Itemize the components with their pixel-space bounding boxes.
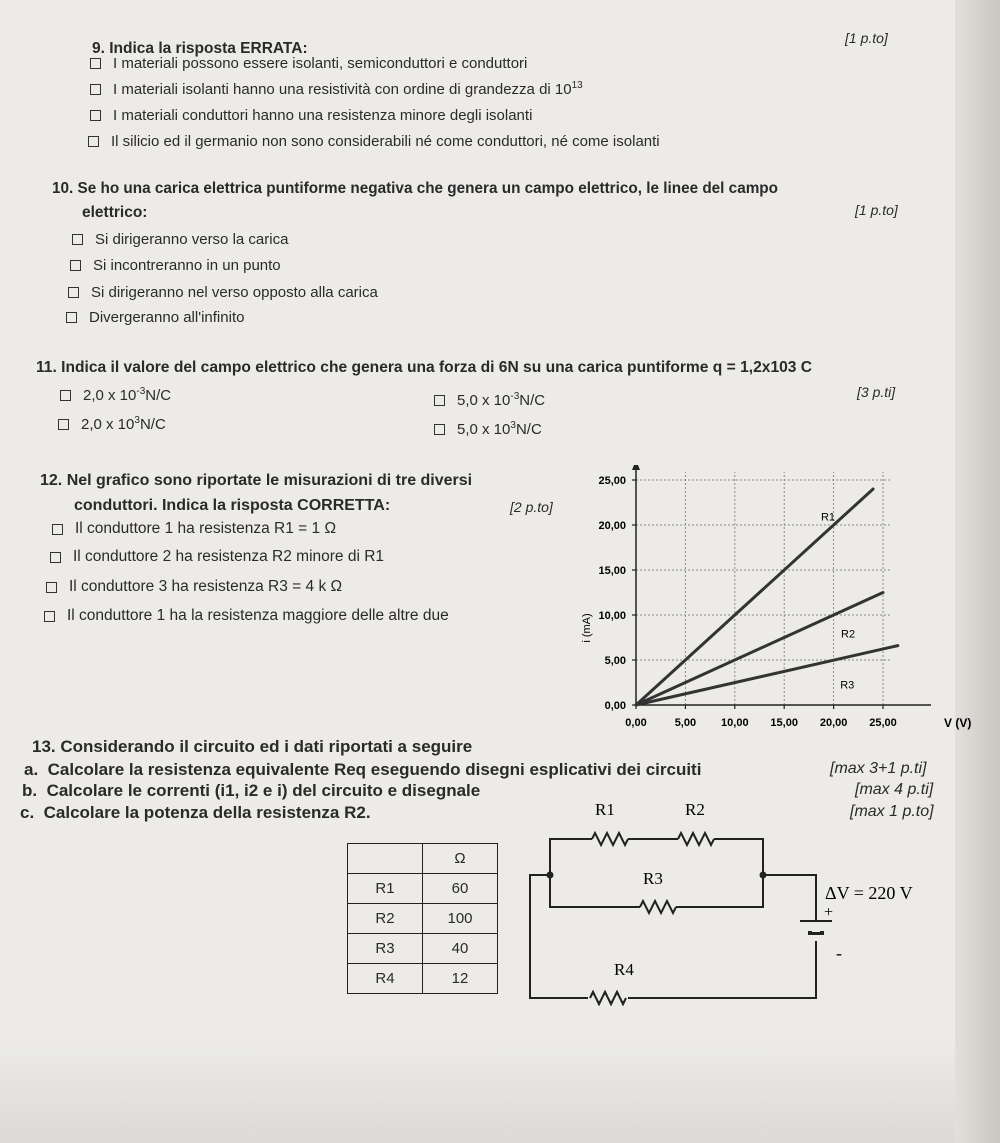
q12-points: [2 p.to] <box>510 499 553 515</box>
q13-item-b: b. Calcolare le correnti (i1, i2 e i) del circuito e disegnale <box>22 781 481 800</box>
wire-top <box>550 839 592 875</box>
checkbox-icon[interactable] <box>60 390 71 401</box>
checkbox-icon[interactable] <box>88 136 99 147</box>
series-label-r3: R3 <box>840 679 855 692</box>
y-tick-label: 5,00 <box>604 655 626 667</box>
label-r3: R3 <box>643 869 663 888</box>
table-row: R2 100 <box>348 904 498 934</box>
checkbox-icon[interactable] <box>44 611 55 622</box>
series-label-r1: R1 <box>820 511 836 524</box>
q9-option-2[interactable]: I materiali isolanti hanno una resistività con ordine di grandezza di 10 $^{13}$ <box>90 81 583 98</box>
checkbox-icon[interactable] <box>52 524 63 535</box>
x-tick-label: 10,00 <box>721 717 749 729</box>
q13-item-c: c. Calcolare la potenza della resistenza R2. <box>20 803 371 822</box>
iv-chart <box>560 465 980 740</box>
wire-middle-left <box>550 875 640 907</box>
q12-option-3[interactable]: Il conduttore 3 ha resistenza R3 = 4 k Ω <box>46 578 342 596</box>
label-minus: - <box>836 943 842 963</box>
q12-option-1[interactable]: Il conduttore 1 ha resistenza R1 = 1 Ω <box>52 520 336 538</box>
x-tick-label: 15,00 <box>770 717 798 729</box>
resistor-r1-zigzag <box>592 833 628 845</box>
series-line-r1 <box>636 489 873 705</box>
q9-points: [1 p.to] <box>845 30 888 46</box>
q13-item-b-points: [max 4 p.ti] <box>855 781 934 798</box>
q9-option-3[interactable]: I materiali conduttori hanno una resistenza minore degli isolanti <box>90 107 532 124</box>
sheet-shadow <box>0 1040 1000 1143</box>
chart-series <box>636 489 898 705</box>
q10-option-4[interactable]: Divergeranno all'infinito <box>66 309 244 326</box>
table-row: R4 12 <box>348 964 498 994</box>
checkbox-icon[interactable] <box>66 312 77 323</box>
y-tick-label: 10,00 <box>598 610 626 622</box>
wire-middle-right <box>676 875 763 907</box>
resistor-r2-zigzag <box>678 833 714 845</box>
q10-title-cont: elettrico: <box>82 204 148 221</box>
q11-option-3[interactable]: 2,0 x 10 $^3$ N/C <box>58 416 166 433</box>
x-tick-label: 0,00 <box>625 717 647 729</box>
series-label-r2: R2 <box>841 628 856 641</box>
q11-points: [3 p.ti] <box>857 384 896 400</box>
table-row: R1 60 <box>348 874 498 904</box>
q13-item-a: a. Calcolare la resistenza equivalente Req eseguendo disegni esplicativi dei circuiti <box>24 760 702 779</box>
label-plus: + <box>824 904 834 921</box>
y-tick-label: 20,00 <box>598 520 626 532</box>
resistor-r4-zigzag-overlay <box>590 992 626 1004</box>
checkbox-icon[interactable] <box>72 234 83 245</box>
q9-option-4[interactable]: Il silicio ed il germanio non sono considerabili né come conduttori, né come isolanti <box>88 133 660 150</box>
q11-option-2[interactable]: 5,0 x 10 $^{-3}$ N/C <box>434 392 545 409</box>
chart-ylabel: i (mA) <box>581 613 593 643</box>
checkbox-icon[interactable] <box>90 84 101 95</box>
x-tick-label: 20,00 <box>819 717 848 729</box>
wire-to-battery <box>763 875 816 921</box>
chart-xlabel: V (V) <box>944 716 972 730</box>
y-tick-label: 15,00 <box>598 565 626 577</box>
table-header-row <box>348 844 498 874</box>
q12-title-cont: conduttori. Indica la risposta CORRETTA: <box>74 497 391 514</box>
q12-option-2[interactable]: Il conduttore 2 ha resistenza R2 minore di R1 <box>50 548 384 566</box>
x-tick-label: 5,00 <box>674 717 697 729</box>
q10-points: [1 p.to] <box>855 202 898 218</box>
q11-title: 11. Indica il valore del campo elettrico che genera una forza di 6N su una carica puntiforme q = 1,2x103 C <box>36 359 813 376</box>
q9-option-1[interactable]: I materiali possono essere isolanti, semiconduttori e conduttori <box>90 55 527 72</box>
q10-option-1[interactable]: Si dirigeranno verso la carica <box>72 231 288 248</box>
checkbox-icon[interactable] <box>46 582 57 593</box>
junction-dot-left <box>547 872 554 879</box>
label-r4: R4 <box>614 960 634 979</box>
q9-title: 9. Indica la risposta ERRATA: <box>92 40 308 57</box>
checkbox-icon[interactable] <box>90 110 101 121</box>
checkbox-icon[interactable] <box>50 552 61 563</box>
y-axis-arrow-icon <box>632 465 640 470</box>
checkbox-icon[interactable] <box>434 395 445 406</box>
checkbox-icon[interactable] <box>68 287 79 298</box>
label-r1: R1 <box>595 800 615 819</box>
checkbox-icon[interactable] <box>434 424 445 435</box>
q10-option-2[interactable]: Si incontreranno in un punto <box>70 257 281 274</box>
resistance-table <box>347 843 498 994</box>
wire-from-battery <box>530 875 816 998</box>
q10-option-3[interactable]: Si dirigeranno nel verso opposto alla carica <box>68 284 378 301</box>
label-r2: R2 <box>685 800 705 819</box>
q12-title: 12. Nel grafico sono riportate le misurazioni di tre diversi <box>40 472 473 489</box>
q13-item-c-points: [max 1 p.to] <box>850 803 934 820</box>
series-line-r3 <box>636 646 898 705</box>
wire-top-right <box>714 839 763 875</box>
q11-option-1[interactable]: 2,0 x 10 $^{-3}$ N/C <box>60 387 171 404</box>
x-tick-label: 25,00 <box>869 717 897 729</box>
label-voltage: ΔV = 220 V <box>825 883 913 903</box>
battery-gap <box>812 922 820 932</box>
checkbox-icon[interactable] <box>70 260 81 271</box>
junction-dot-right <box>760 872 767 879</box>
q10-title: 10. Se ho una carica elettrica puntiforme negativa che genera un campo elettrico, le linee del campo <box>52 180 778 197</box>
q13-title: 13. Considerando il circuito ed i dati riportati a seguire <box>32 737 473 756</box>
checkbox-icon[interactable] <box>58 419 69 430</box>
q12-option-4[interactable]: Il conduttore 1 ha la resistenza maggiore delle altre due <box>44 607 449 625</box>
resistor-r3-zigzag <box>640 901 676 913</box>
q11-option-4[interactable]: 5,0 x 10 $^3$ N/C <box>434 421 542 438</box>
unit-header: Ω <box>423 844 498 874</box>
circuit-diagram <box>520 795 960 1025</box>
q13-item-a-points: [max 3+1 p.ti] <box>830 760 927 777</box>
y-tick-label: 25,00 <box>598 475 626 487</box>
table-row: R3 40 <box>348 934 498 964</box>
y-tick-label: 0,00 <box>604 700 626 712</box>
checkbox-icon[interactable] <box>90 58 101 69</box>
